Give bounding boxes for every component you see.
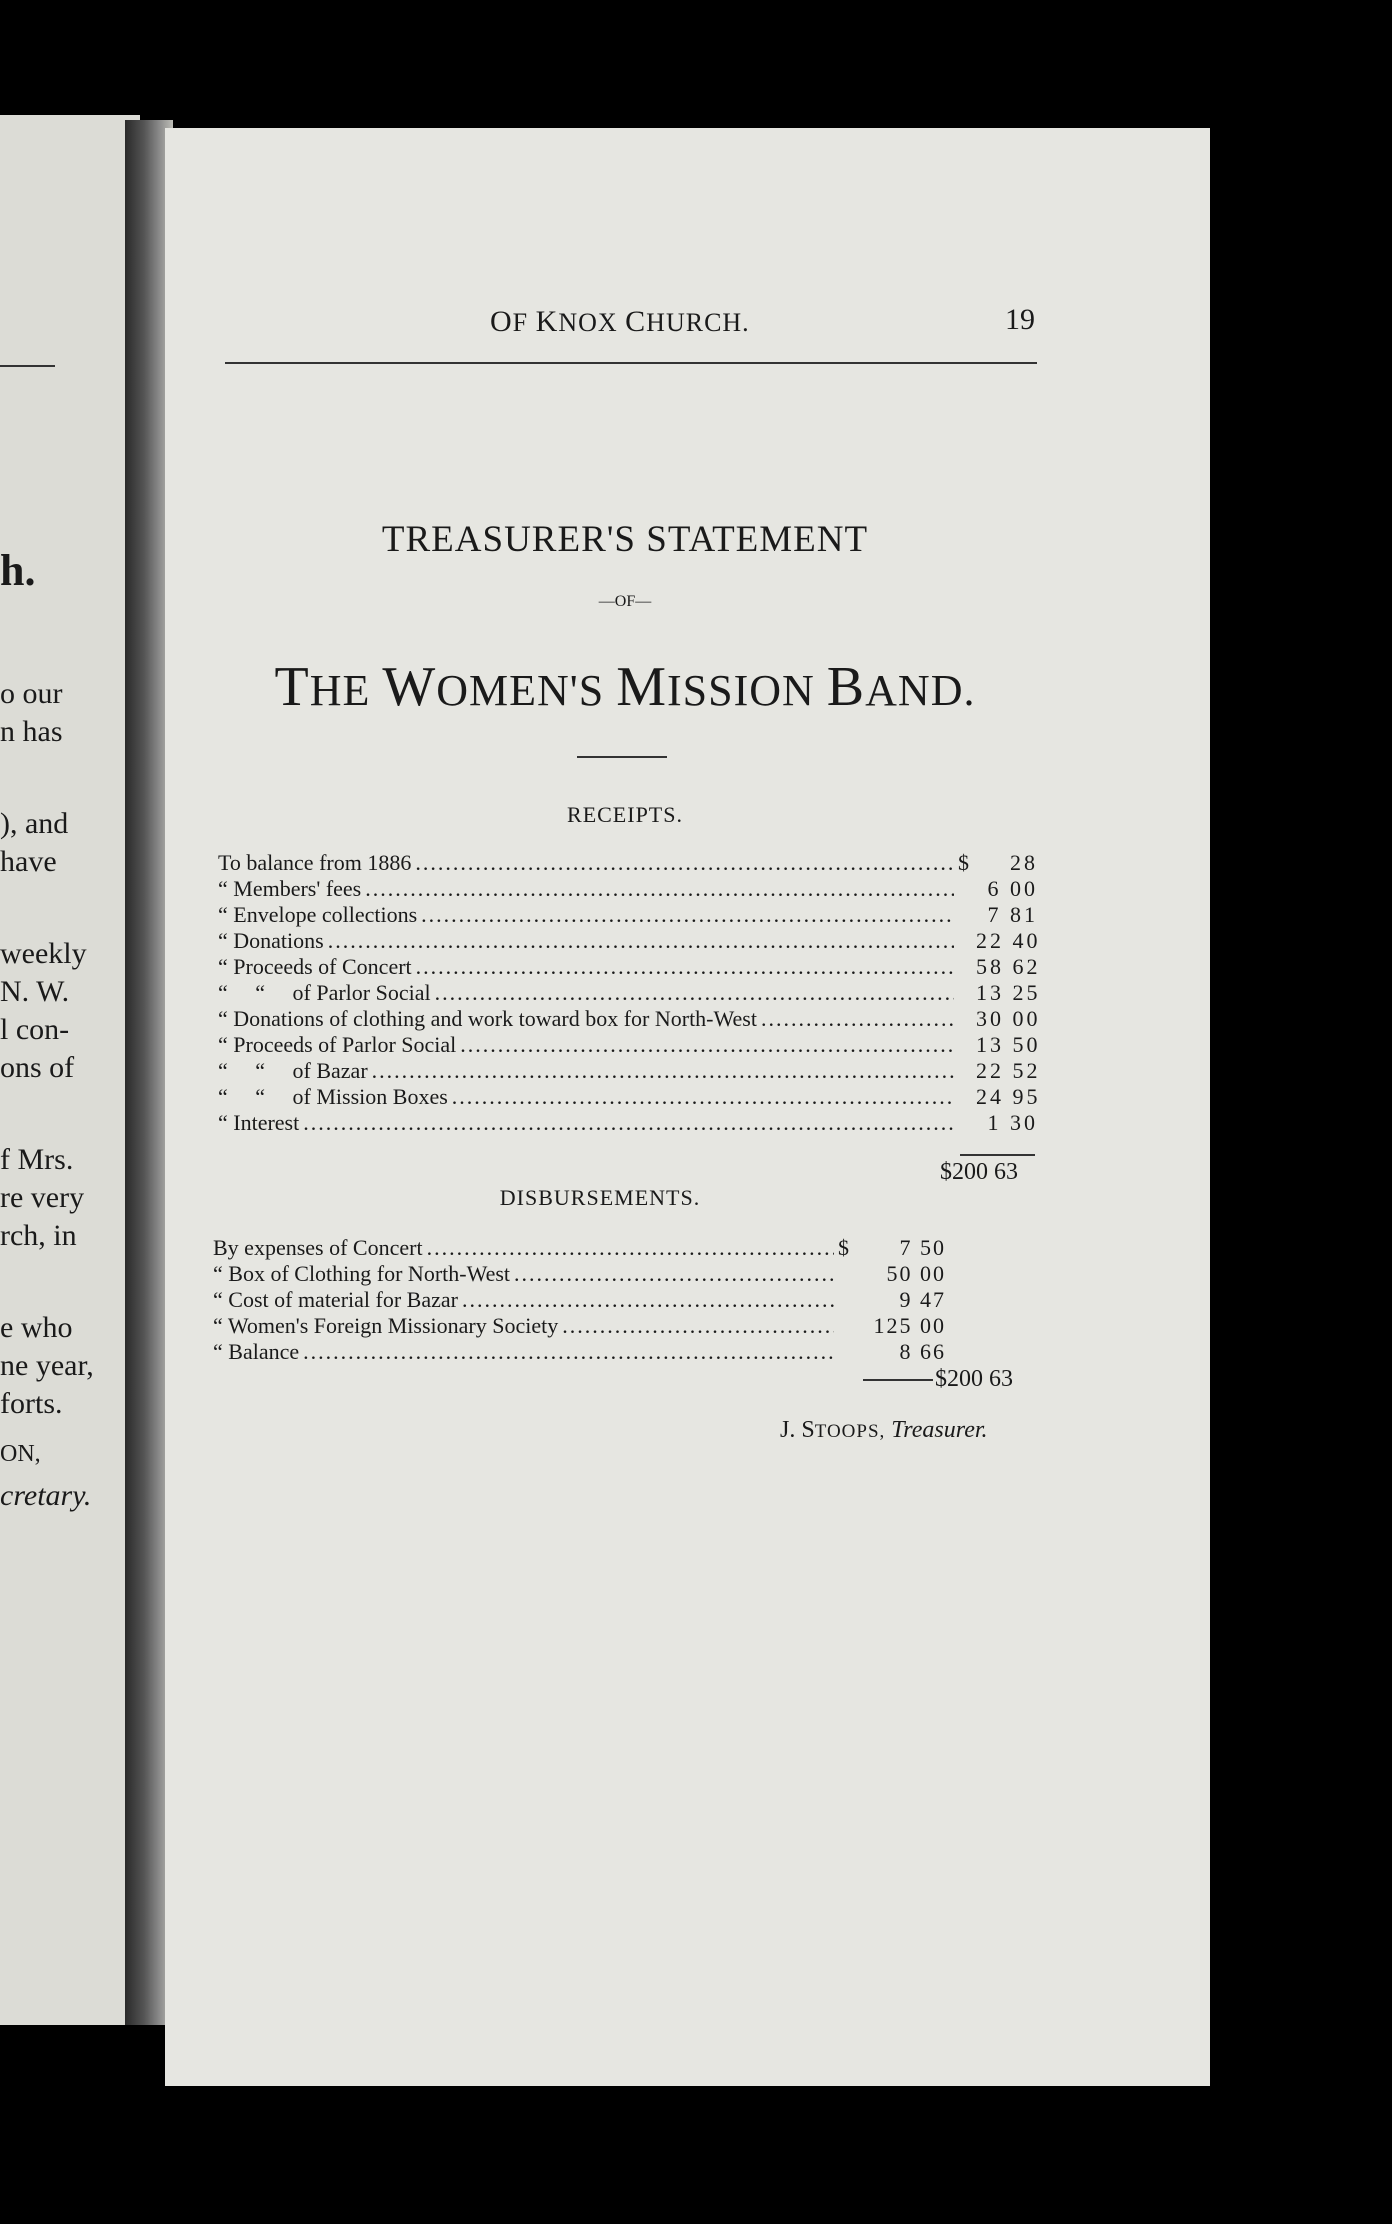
disbursements-list xyxy=(213,1235,946,1365)
left-page-text-fragment: rch, in xyxy=(0,1219,77,1252)
left-page-text-fragment: weekly xyxy=(0,937,87,970)
disbursements-heading: DISBURSEMENTS. xyxy=(499,1185,701,1210)
dot-leader xyxy=(562,1313,834,1339)
dot-leader xyxy=(365,876,954,902)
line-amount: 22 52 xyxy=(976,1058,1041,1083)
disbursement-row xyxy=(213,1287,946,1313)
left-page-text-fragment: o our xyxy=(0,677,63,710)
receipt-row xyxy=(218,1084,1041,1110)
left-page-fragment xyxy=(0,115,140,2025)
dot-leader xyxy=(514,1261,834,1287)
statement-title: TREASURER'S STATEMENT xyxy=(381,519,869,560)
line-amount: 13 25 xyxy=(976,980,1041,1005)
disbursements-total: $200 63 xyxy=(863,1366,1013,1393)
left-page-text-fragment: forts. xyxy=(0,1387,63,1420)
left-page-heading-fragment: h. xyxy=(0,546,36,595)
left-page-text-fragment: re very xyxy=(0,1181,85,1214)
left-page-text-fragment: ne year, xyxy=(0,1349,94,1382)
line-label: “ Cost of material for Bazar xyxy=(213,1287,458,1312)
line-label: “ Proceeds of Parlor Social xyxy=(218,1032,457,1057)
left-page-text-fragment: ON, xyxy=(0,1441,41,1467)
dollar-sign: $ xyxy=(838,1235,849,1260)
running-head-title: OF KNOX CHURCH. xyxy=(490,305,750,338)
receipts-total-rule xyxy=(960,1154,1035,1156)
dollar-sign: $ xyxy=(958,850,969,875)
receipts-list xyxy=(218,850,1041,1136)
header-rule xyxy=(225,362,1037,364)
left-page-text-fragment: l con- xyxy=(0,1013,70,1046)
receipt-row xyxy=(218,928,1041,954)
receipt-row xyxy=(218,1032,1041,1058)
band-title: THE WOMEN'S MISSION BAND. xyxy=(274,656,976,718)
line-amount: 30 00 xyxy=(976,1006,1041,1031)
title-divider xyxy=(577,756,667,758)
disbursement-row xyxy=(213,1339,946,1365)
receipt-row xyxy=(218,902,1038,928)
dot-leader xyxy=(416,954,954,980)
receipt-row xyxy=(218,850,1038,876)
dot-leader xyxy=(415,850,954,876)
receipts-heading: RECEIPTS. xyxy=(567,802,683,827)
treasurer-signature: J. STOOPS, Treasurer. xyxy=(780,1417,988,1443)
line-amount: 9 47 xyxy=(899,1287,946,1312)
line-label: “ Interest xyxy=(218,1110,300,1135)
line-label: “ “ of Bazar xyxy=(218,1058,368,1083)
dot-leader xyxy=(462,1287,834,1313)
line-label: “ “ of Parlor Social xyxy=(218,980,431,1005)
left-page-rule xyxy=(0,365,55,367)
left-page-text-fragment: N. W. xyxy=(0,975,70,1008)
dot-leader xyxy=(761,1006,954,1032)
receipt-row xyxy=(218,1110,1038,1136)
receipt-row xyxy=(218,1006,1041,1032)
receipt-row xyxy=(218,1058,1041,1084)
dot-leader xyxy=(421,902,954,928)
line-amount: 125 00 xyxy=(873,1313,946,1338)
dot-leader xyxy=(303,1110,954,1136)
receipt-row xyxy=(218,876,1038,902)
disbursement-row xyxy=(213,1313,946,1339)
left-page-text-fragment: ), and xyxy=(0,807,69,840)
line-amount: 22 40 xyxy=(976,928,1041,953)
dot-leader xyxy=(435,980,954,1006)
line-label: “ “ of Mission Boxes xyxy=(218,1084,448,1109)
left-page-text-fragment: f Mrs. xyxy=(0,1143,74,1176)
line-amount: 7 81 xyxy=(987,902,1038,927)
line-label: “ Box of Clothing for North-West xyxy=(213,1261,511,1286)
receipt-row xyxy=(218,954,1041,980)
line-label: “ Women's Foreign Missionary Society xyxy=(213,1313,559,1338)
disbursement-row xyxy=(213,1261,946,1287)
left-page-text-fragment: e who xyxy=(0,1311,73,1344)
line-label: “ Donations of clothing and work toward box for North-West xyxy=(218,1006,757,1031)
dot-leader xyxy=(303,1339,834,1365)
line-amount: 13 50 xyxy=(976,1032,1041,1057)
line-label: “ Members' fees xyxy=(218,876,362,901)
line-amount: 1 30 xyxy=(987,1110,1038,1135)
line-amount: 6 00 xyxy=(987,876,1038,901)
line-amount: 24 95 xyxy=(976,1084,1041,1109)
line-label: “ Proceeds of Concert xyxy=(218,954,412,979)
dot-leader xyxy=(452,1084,954,1110)
dot-leader xyxy=(460,1032,954,1058)
left-page-text-fragment: cretary. xyxy=(0,1479,92,1512)
page-number: 19 xyxy=(1005,303,1035,336)
line-label: “ Envelope collections xyxy=(218,902,418,927)
line-label: To balance from 1886 xyxy=(218,850,412,875)
left-page-text-fragment: ons of xyxy=(0,1051,75,1084)
line-amount: 7 50 xyxy=(899,1235,946,1260)
line-amount: 58 62 xyxy=(976,954,1041,979)
line-label: “ Balance xyxy=(213,1339,300,1364)
line-amount: 50 00 xyxy=(886,1261,946,1286)
line-amount: 8 66 xyxy=(899,1339,946,1364)
dot-leader xyxy=(328,928,954,954)
line-label: “ Donations xyxy=(218,928,324,953)
dot-leader xyxy=(427,1235,834,1261)
receipts-total: $200 63 xyxy=(940,1159,1018,1185)
dot-leader xyxy=(372,1058,954,1084)
disbursement-row xyxy=(213,1235,946,1261)
left-page-text-fragment: have xyxy=(0,845,57,878)
total-dash xyxy=(863,1379,933,1381)
receipt-row xyxy=(218,980,1041,1006)
line-amount: 28 xyxy=(1010,850,1038,875)
left-page-text-fragment: n has xyxy=(0,715,63,748)
title-of-line: —OF— xyxy=(598,593,652,610)
line-label: By expenses of Concert xyxy=(213,1235,423,1260)
